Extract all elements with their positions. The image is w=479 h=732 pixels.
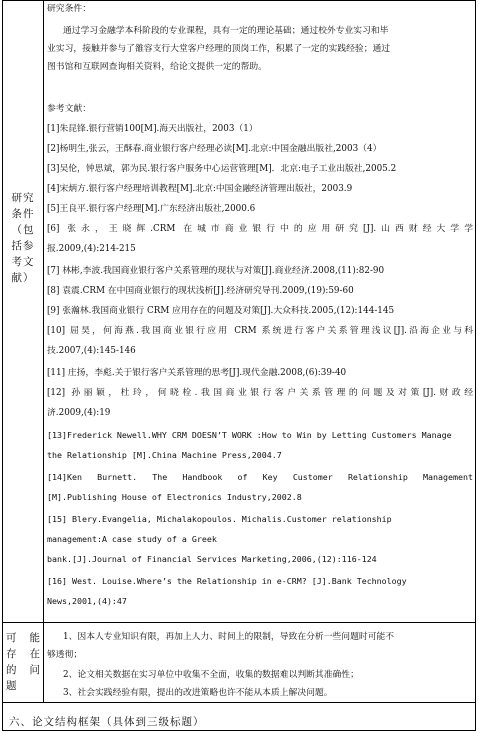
problem-line: 1、因本人专业知识有限，再加上人力、时间上的限制，导致在分析一些问题时可能不 [63, 632, 395, 642]
reference-line: [4]宋炳方.银行客户经理培训教程[M].北京:中国金融经济管理出版社，2003.9 [47, 184, 353, 194]
reference-line: News,2001,(4):47 [47, 596, 127, 606]
row-separator-problems [3, 622, 475, 623]
label-char: 在 [29, 648, 40, 660]
reference-line: [12] 孙丽颖，杜玲，何晓栓.我国商业银行客户关系管理的问题及对策[J].财政经 [47, 388, 473, 398]
label-char: 存 [6, 648, 17, 660]
problem-line: 3、社会实践经验有限，提出的改进策略也许不能从本质上解决问题。 [63, 688, 333, 698]
reference-line: [10] 屈昊，何海燕.我国商业银行应用 CRM 系统进行客户关系管理浅议[J].沿海企业与科 [47, 326, 473, 336]
research-paragraph-line: 图书馆和互联网查询相关资料，给论文提供一定的帮助。 [47, 62, 267, 72]
label-line: 条件 [11, 208, 35, 220]
reference-line: [11] 庄扬，李彪.关于银行客户关系管理的思考[J].现代金融.2008,(6):39-40 [47, 368, 347, 378]
label-line: （包 [11, 224, 35, 236]
bottom-border [3, 730, 475, 731]
reference-line: [5]王良平.银行客户经理[M].广东经济出版社,2000.6 [47, 204, 256, 214]
label-char: 问 [29, 664, 40, 676]
reference-line: [1]朱昆锋.银行营销100[M].海天出版社，2003（1） [47, 124, 258, 134]
reference-line: [8] 袁震.CRM 在中国商业银行的现状浅析[J].经济研究导刊.2009,(19):59-60 [47, 286, 354, 296]
references-heading: 参考文献： [47, 104, 91, 114]
reference-line: [15] Blery.Evangelia, Michalakopoulos. Michalis.Customer relationship [47, 514, 392, 524]
label-char: 的 [6, 664, 17, 676]
reference-line: [7] 林彬,李波.我国商业银行客户关系管理的现状与对策[J].商业经济.2008,(11):82-90 [47, 266, 385, 276]
reference-line: 济.2009,(4):19 [47, 408, 111, 418]
reference-line: [9] 张瀚林.我国商业银行 CRM 应用存在的问题及对策[J].大众科技.2005,(12):144-145 [47, 306, 395, 316]
label-line: 研究 [11, 192, 35, 204]
reference-line: 报.2009,(4):214-215 [47, 244, 136, 254]
form-table [2, 0, 476, 731]
possible-problems-label [6, 630, 40, 694]
section-six-heading: 六、论文结构框架（具体到三级标题） [9, 716, 205, 728]
problem-line: 够透彻； [47, 650, 83, 660]
research-conditions-label [3, 190, 43, 286]
reference-line: the Relationship [M].China Machine Press,2004.7 [47, 450, 282, 460]
label-line: 括参 [11, 240, 35, 252]
label-row [6, 662, 40, 678]
reference-line: 技.2007,(4):145-146 [47, 346, 136, 356]
label-row [6, 646, 40, 662]
label-line: 献） [11, 272, 35, 284]
research-paragraph-line: 通过学习金融学本科阶段的专业课程，具有一定的理论基础；通过校外专业实习和毕 [63, 26, 389, 36]
label-char: 可 [6, 632, 17, 644]
label-row [6, 630, 40, 646]
label-row [6, 678, 40, 694]
reference-line: [6] 张永，王晓辉.CRM 在城市商业银行中的应用研究[J].山西财经大学学 [47, 224, 473, 234]
row-separator-section-six [3, 702, 475, 703]
reference-line: [3]吴伦，钟思斌，郭为民.银行客户服务中心运营管理[M]．北京:电子工业出版社,2005.2 [47, 164, 397, 174]
research-heading: 研究条件： [47, 4, 91, 14]
column-separator [43, 0, 44, 702]
reference-line: bank.[J].Journal of Financial Services Marketing,2006,(12):116-124 [47, 554, 377, 564]
reference-line: management:A case study of a Greek [47, 534, 217, 544]
reference-line: [13]Frederick Newell.WHY CRM DOESN’T WORK :How to Win by Letting Customers Manage [47, 430, 452, 440]
reference-line: [16] West. Louise.Where’s the Relationship in e-CRM? [J].Bank Technology [47, 576, 407, 586]
label-line: 考文 [11, 256, 35, 268]
reference-line: [M].Publishing House of Electronics Industry,2002.8 [47, 492, 302, 502]
problem-line: 2、论文相关数据在实习单位中收集不全面，收集的数据难以判断其准确性； [63, 670, 359, 680]
research-paragraph-line: 业实习，接触并参与了雒容支行大堂客户经理的顶岗工作，积累了一定的实践经验；通过 [47, 44, 391, 54]
reference-line: [2]杨明生,张云，王酥春.商业银行客户经理必读[M].北京:中国金融出版社,2003（4） [47, 144, 382, 154]
reference-line: [14]Ken Burnett. The Handbook of Key Customer Relationship Management [47, 472, 473, 482]
label-char: 题 [6, 680, 17, 692]
label-char: 能 [29, 632, 40, 644]
